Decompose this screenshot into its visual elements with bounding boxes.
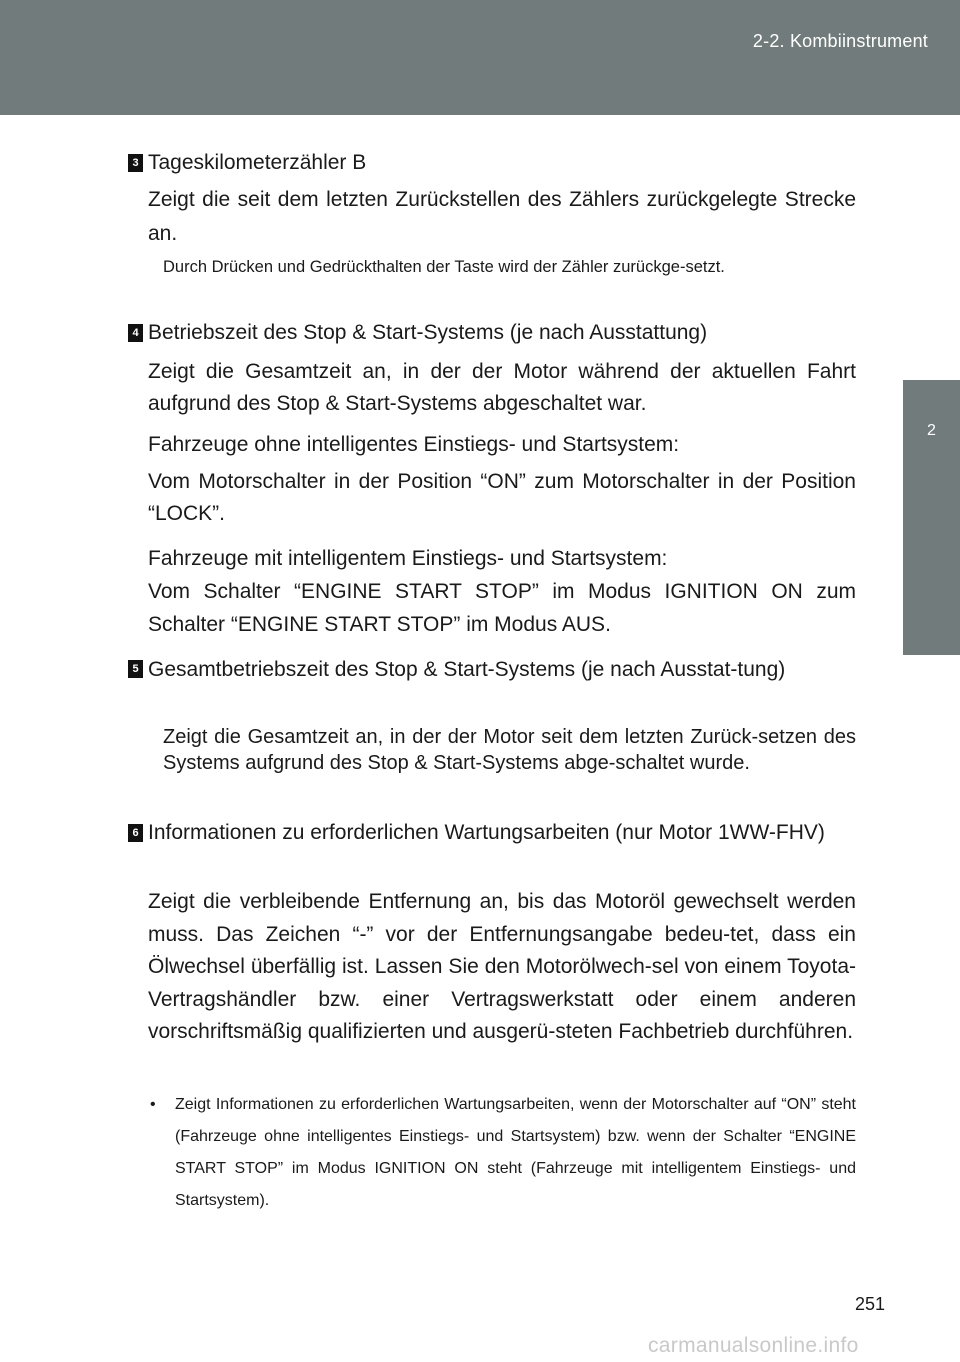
- item-5-heading: [132, 653, 856, 686]
- page-number: 251: [855, 1294, 886, 1314]
- item-3-note: Durch Drücken und Gedrückthalten der Taste wird der Zähler zurückge-setzt.: [163, 258, 725, 276]
- item-5-body: Zeigt die Gesamtzeit an, in der der Motor seit dem letzten Zurück-setzen des Systems aufgrund des Stop & Start-Systems abge-schaltet wurde.: [163, 726, 856, 774]
- watermark: carmanualsonline.info: [648, 1334, 859, 1357]
- item-number-badge: 4: [128, 324, 143, 342]
- item-number-badge: 6: [128, 824, 143, 842]
- bullet-marker: •: [150, 1096, 156, 1113]
- item-4-case2-title: Fahrzeuge mit intelligentem Einstiegs- und Startsystem:: [148, 547, 668, 570]
- chapter-label: Fahrbetrieb: [17, 495, 34, 581]
- item-title: Informationen zu erforderlichen Wartungsarbeiten (nur Motor 1WW-FHV): [148, 821, 825, 844]
- item-6-heading: [132, 817, 856, 849]
- item-number-badge: 5: [128, 660, 143, 678]
- item-3-heading: [132, 147, 856, 179]
- item-3-body: Zeigt die seit dem letzten Zurückstellen des Zählers zurückgelegte Strecke an.: [148, 188, 856, 245]
- section-title: 2-2. Kombiinstrument: [752, 31, 928, 51]
- item-6-bullet: [150, 1089, 856, 1217]
- item-title: Tageskilometerzähler B: [148, 151, 367, 174]
- item-number-badge: 3: [128, 154, 143, 172]
- item-4-case2-body: Vom Schalter “ENGINE START STOP” im Modus IGNITION ON zum Schalter “ENGINE START STOP” im Modus AUS.: [148, 580, 856, 636]
- item-4-heading: [132, 317, 856, 349]
- chapter-number: 2: [927, 422, 936, 439]
- bullet-text: Zeigt Informationen zu erforderlichen Wartungsarbeiten, wenn der Motorschalter auf “ON” steht (Fahrzeuge ohne intelligentes Einstiegs- und Startsystem) bzw. wenn der Schalter “ENGINE START STOP” im Modus IGNITION ON steht (Fahrzeuge mit intelligentem Einstiegs- und Startsystem).: [175, 1096, 856, 1209]
- item-4-case1-title: Fahrzeuge ohne intelligentes Einstiegs- und Startsystem:: [148, 433, 680, 456]
- item-6-body: Zeigt die verbleibende Entfernung an, bis das Motoröl gewechselt werden muss. Das Zeichen “-” vor der Entfernungsangabe bedeu-tet, dass ein Ölwechsel überfällig ist. Lassen Sie den Motorölwech-sel von einem Toyota-Vertragshändler bzw. einer Vertragswerkstatt oder einem anderen vorschriftsmäßig qualifizierten und ausgerü-steten Fachbetrieb durchführen.: [148, 890, 856, 1044]
- chapter-tab: [903, 380, 960, 655]
- item-title: Gesamtbetriebszeit des Stop & Start-Systems (je nach Ausstat-tung): [148, 658, 786, 681]
- item-4-body: Zeigt die Gesamtzeit an, in der der Motor während der aktuellen Fahrt aufgrund des Stop & Start-Systems abgeschaltet war.: [148, 360, 856, 415]
- item-title: Betriebszeit des Stop & Start-Systems (je nach Ausstattung): [148, 321, 708, 344]
- header-band: [0, 0, 960, 115]
- item-4-case1-body: Vom Motorschalter in der Position “ON” zum Motorschalter in der Position “LOCK”.: [148, 470, 856, 525]
